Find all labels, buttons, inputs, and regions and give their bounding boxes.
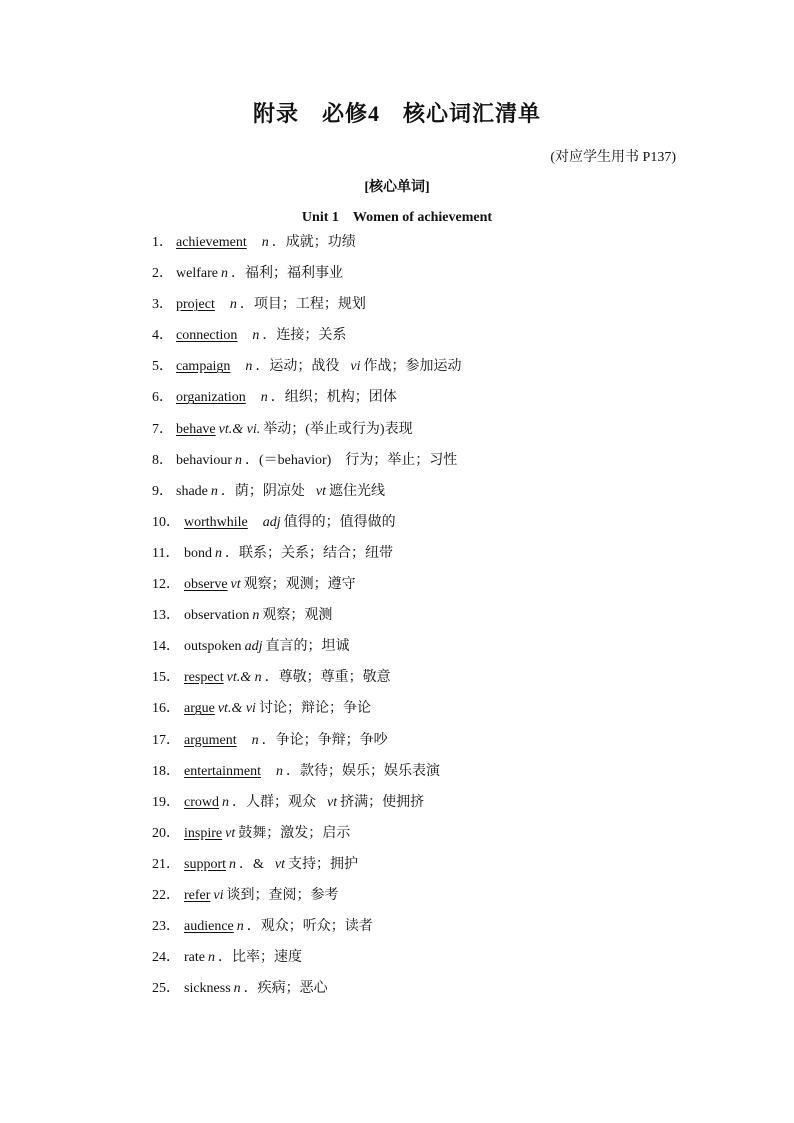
vocab-definition: 挤满；使拥挤 [340,794,425,810]
vocab-word: observation [184,608,250,624]
vocab-item [152,605,712,636]
vocab-number: 20． [152,825,180,841]
vocab-item [152,667,712,698]
vocab-number: 6． [152,390,173,406]
vocab-word: behave [176,421,216,437]
vocab-item [152,916,712,947]
section-heading: [核心单词] [364,180,430,195]
vocab-definition: 观察；观测 [262,608,333,624]
vocab-word: campaign [176,359,231,375]
vocab-word: organization [176,390,246,406]
vocab-number: 15． [152,670,180,686]
part-of-speech: n [252,608,260,624]
vocab-word: argue [184,701,215,717]
vocab-item [152,792,712,823]
vocab-definition: ．观众；听众；读者 [246,919,373,935]
vocab-definition: ．连接；关系 [262,328,347,344]
vocab-definition: 鼓舞；激发；启示 [238,825,351,841]
vocab-item [152,698,712,729]
vocab-definition: ．人群；观众 [232,794,316,810]
vocab-number: 11． [152,545,180,561]
vocab-item [152,450,712,481]
part-of-speech: vt [230,577,241,593]
unit-heading: Unit 1 Women of achievement [301,210,493,225]
part-of-speech: vt.& vi [217,701,256,717]
vocab-definition: ．争论；争辩；争吵 [261,732,388,748]
vocab-definition: 直言的；坦诚 [265,639,350,655]
vocab-number: 17． [152,732,180,748]
vocab-word: bond [184,545,212,561]
vocab-word: argument [184,732,237,748]
vocab-word: shade [176,483,208,499]
vocab-word: inspire [184,825,223,841]
vocab-number: 21． [152,856,180,872]
vocab-number: 5． [152,359,173,375]
vocab-item [152,885,712,916]
vocab-word: worthwhile [184,514,248,530]
part-of-speech: n [222,794,229,810]
part-of-speech: n [236,919,244,935]
vocab-item [152,356,712,387]
part-of-speech: n [251,732,259,748]
vocab-item [152,978,712,1009]
vocab-number: 9． [152,483,173,499]
vocab-number: 2． [152,266,173,282]
vocab-number: 18． [152,763,180,779]
vocab-item [152,481,712,512]
vocab-definition: 谈到；查阅；参考 [226,887,339,903]
vocab-item [152,823,712,854]
source-reference: (对应学生用书 P137) [550,150,676,165]
part-of-speech: vt [315,483,326,499]
vocab-word: observe [184,577,228,593]
vocab-item [152,636,712,667]
vocab-definition: 举动；(举止或行为)表现 [263,421,413,437]
vocab-number: 25． [152,981,180,997]
vocab-definition: ．项目；工程；规划 [239,297,366,313]
part-of-speech: n [261,235,269,250]
vocab-number: 23． [152,919,180,935]
vocab-item [152,543,712,574]
vocab-word: sickness [184,981,231,997]
vocab-definition: ．福利；福利事业 [230,266,343,282]
part-of-speech: n [275,763,283,779]
vocab-item [152,294,712,325]
part-of-speech: n [210,483,218,499]
vocab-word: crowd [184,794,219,810]
part-of-speech: n [252,328,260,344]
vocab-item [152,263,712,294]
part-of-speech: vt.& n [226,670,262,686]
vocab-definition: 观察；观测；遵守 [243,577,356,593]
vocab-word: connection [176,328,238,344]
vocab-number: 1． [152,235,173,250]
vocab-definition: 支持；拥护 [288,856,358,872]
vocab-item [152,854,712,885]
vocab-word: project [176,297,215,313]
vocab-definition: ．款待；娱乐；娱乐表演 [285,763,440,779]
vocab-item [152,761,712,792]
vocab-number: 14． [152,639,180,655]
part-of-speech: n [215,545,222,561]
vocab-definition: ．成就；功绩 [271,235,356,250]
vocab-item [152,512,712,543]
vocab-number: 12． [152,577,180,593]
part-of-speech: n [220,266,228,282]
vocab-word: respect [184,670,224,686]
vocab-word: rate [184,950,205,966]
vocab-definition: 作战；参加运动 [363,359,462,375]
vocabulary-list [152,232,712,1009]
vocab-word: audience [184,919,234,935]
part-of-speech: vi [350,359,361,375]
vocab-item [152,574,712,605]
part-of-speech: adj [244,639,263,655]
vocab-definition: ．比率；速度 [217,950,302,966]
vocab-definition: ．(＝behavior) 行为；举止；习性 [244,452,458,468]
vocab-item [152,730,712,761]
vocab-definition: 讨论；辩论；争论 [258,701,371,717]
part-of-speech: vt.& vi. [218,421,261,437]
page-title: 附录 必修4 核心词汇清单 [252,101,541,126]
vocab-item [152,387,712,418]
vocab-item [152,419,712,450]
vocab-number: 24． [152,950,180,966]
part-of-speech: n [207,950,215,966]
part-of-speech: vt [274,856,285,872]
vocab-definition: ．荫；阴凉处 [220,483,305,499]
vocab-item [152,325,712,356]
part-of-speech: n [260,390,268,406]
vocab-number: 16． [152,701,180,717]
vocab-item [152,947,712,978]
part-of-speech: n [229,856,236,872]
vocab-number: 19． [152,794,180,810]
vocab-definition: ．& [239,856,264,872]
part-of-speech: n [229,297,237,313]
vocab-word: welfare [176,266,218,282]
part-of-speech: vt [225,825,236,841]
vocab-definition: ．联系；关系；结合；纽带 [225,545,393,561]
vocab-number: 8． [152,452,173,468]
part-of-speech: n [233,981,241,997]
vocab-definition: 值得的；值得做的 [283,514,396,530]
vocab-word: behaviour [176,452,232,468]
vocab-number: 22． [152,887,180,903]
vocab-number: 10． [152,514,180,530]
vocab-item [152,232,712,263]
vocab-definition: ．尊敬；尊重；敬意 [264,670,391,686]
vocab-word: achievement [176,235,247,250]
vocab-number: 3． [152,297,173,313]
vocab-definition: ．疾病；恶心 [243,981,328,997]
vocab-word: entertainment [184,763,261,779]
vocab-word: support [184,856,226,872]
part-of-speech: n [245,359,253,375]
vocab-definition: ．组织；机构；团体 [270,390,397,406]
vocab-number: 13． [152,608,180,624]
part-of-speech: vi [213,887,224,903]
vocab-number: 7． [152,421,173,437]
part-of-speech: n [234,452,242,468]
part-of-speech: adj [262,514,281,530]
vocab-definition: ．运动；战役 [255,359,340,375]
vocab-number: 4． [152,328,173,344]
vocab-word: refer [184,887,211,903]
vocab-word: outspoken [184,639,242,655]
vocab-definition: 遮住光线 [329,483,385,499]
part-of-speech: vt [327,794,338,810]
